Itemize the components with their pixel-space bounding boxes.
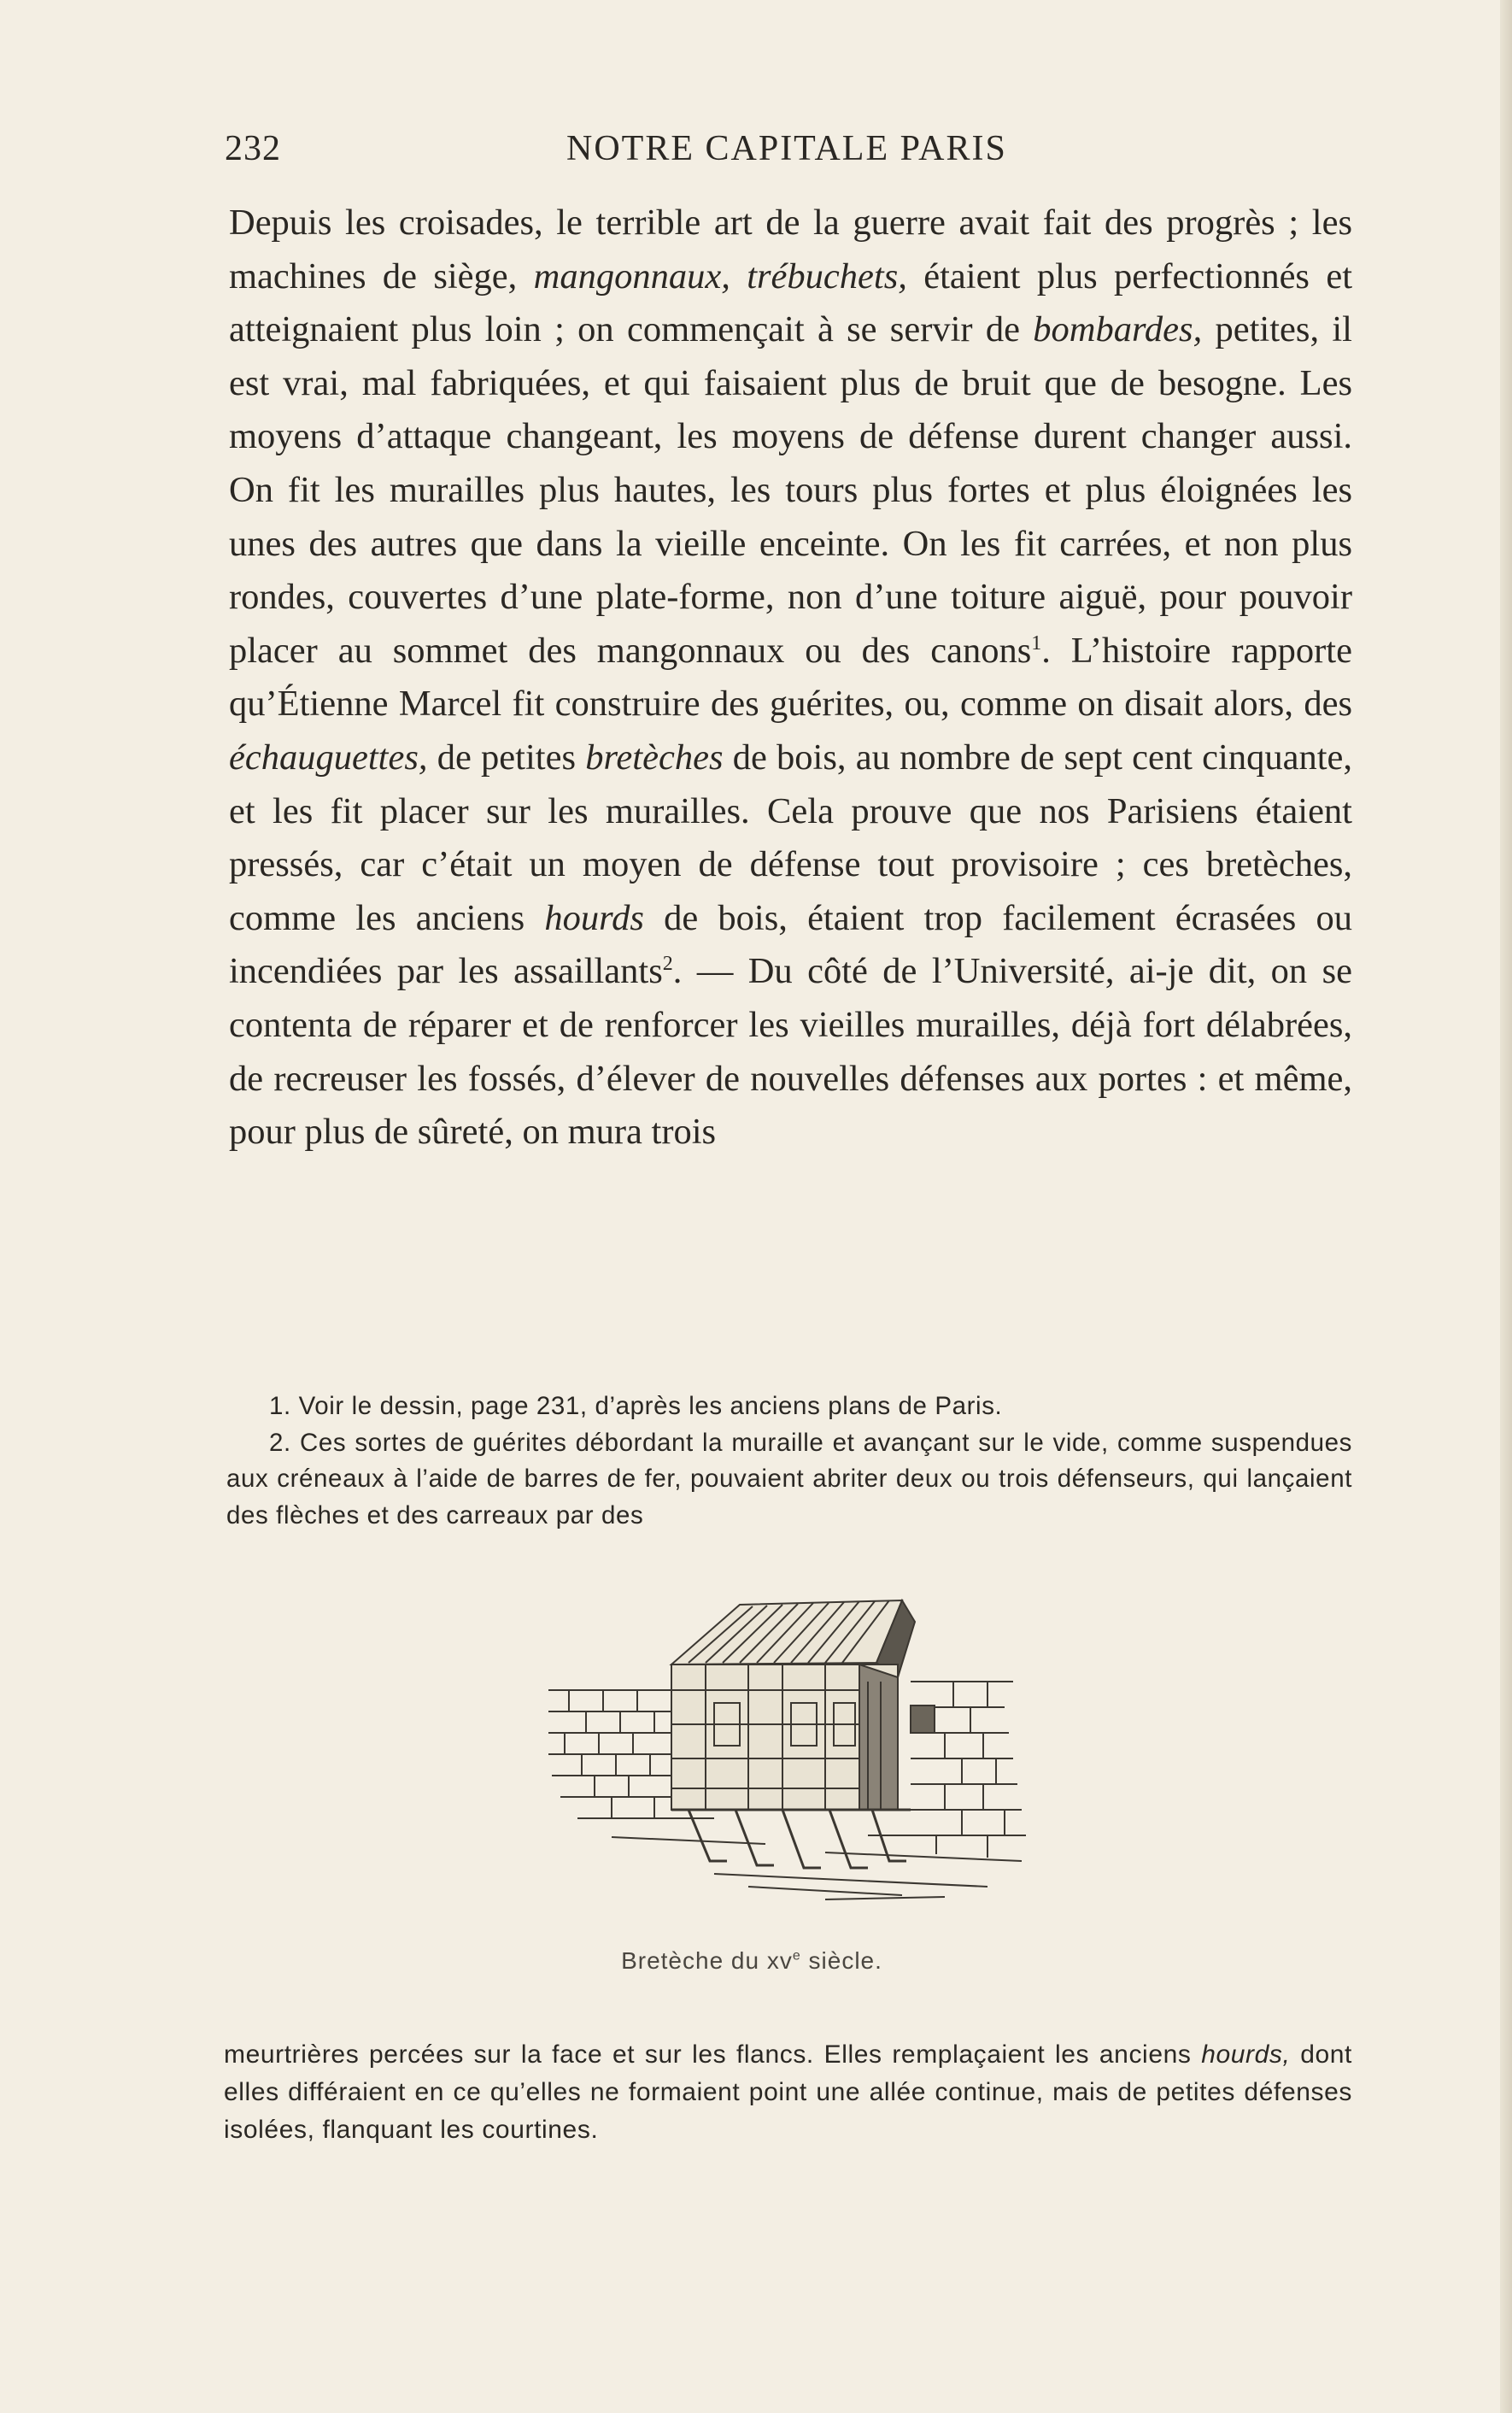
text-run: étaient plus perfectionnés et atteignaient plus loin ; on commençait à se servir de: [229, 255, 1353, 350]
italic-term: mangonnaux, trébuchets,: [533, 255, 907, 296]
wall-base: [714, 1874, 987, 1899]
caption-text: Bretèche du xv: [621, 1947, 793, 1974]
text-run: dont elles différaient en ce qu’elles ne formaient point une allée continue, mais de petites défenses isolées, flanquant les courtines.: [224, 2040, 1352, 2144]
bretache-engraving: [543, 1596, 1035, 1921]
footnote-2: 2. Ces sortes de guérites débordant la muraille et avançant sur le vide, comme suspendues aux créneaux à l’aide de barres de fer, pouvaient abriter deux ou trois défenseurs, qui lançaient des flèches et des carreaux par des: [226, 1428, 1352, 1529]
text-run: de bois, au nombre de sept cent cinquante, et les fit placer sur les murailles. Cela prouve que nos Parisiens étaient pressés, car c’était un moyen de défense tout provisoire ; ces bretèches, comme les anciens: [229, 737, 1352, 938]
text-run: petites, il est vrai, mal fabriquées, et qui faisaient plus de bruit que de besogne. Les moyens d’attaque changeant, les moyens de défense durent changer aussi. On fit les murailles plus hautes, les tours plus fortes et plus éloignées les unes des autres que dans la vieille enceinte. On les fit carrées, et non plus rondes, couvertes d’une plate-forme, non d’une toiture aiguë, pour pouvoir placer au sommet des mangonnaux ou des canons: [229, 309, 1352, 671]
running-title: NOTRE CAPITALE PARIS: [566, 129, 1007, 168]
bretache-illustration: [543, 1596, 1035, 1921]
italic-term: hourds: [544, 897, 644, 938]
footnote-1: 1. Voir le dessin, page 231, d’après les anciens plans de Paris.: [269, 1392, 1003, 1420]
bretache-body: [671, 1664, 935, 1810]
italic-term: hourds,: [1201, 2040, 1291, 2069]
continuation-paragraph: [224, 2036, 1352, 2149]
footnote-continuation: [224, 2036, 1352, 2149]
main-text: [229, 197, 1352, 1160]
italic-term: échauguettes,: [229, 737, 428, 778]
page-number: 232: [225, 129, 281, 168]
caption-superscript: e: [792, 1948, 801, 1964]
figure-caption: [513, 1947, 991, 1975]
caption-text: siècle.: [800, 1947, 882, 1974]
text-run: de petites: [427, 737, 586, 778]
text-run: . L’histoire rapporte qu’Étienne Marcel fit construire des guérites, ou, comme on disait alors, des: [229, 630, 1352, 725]
text-run: . — Du côté de l’Université, ai-je dit, on se contenta de réparer et de renforcer les vieilles murailles, déjà fort délabrées, de recreuser les fossés, d’élever de nouvelles défenses aux portes : et même, pour plus de sûreté, on mura trois: [229, 951, 1352, 1153]
text-run: meurtrières percées sur la face et sur les flancs. Elles remplaçaient les anciens: [224, 2040, 1202, 2069]
text-run: de bois, étaient trop facilement écrasées ou incendiées par les assaillants: [229, 897, 1352, 992]
footnote-ref-2: 2: [662, 953, 673, 976]
italic-term: bretèches: [585, 737, 724, 778]
page-edge: [1500, 0, 1512, 2413]
footnotes: [226, 1389, 1352, 1534]
footnote-ref-1: 1: [1031, 631, 1042, 655]
italic-term: bombardes,: [1033, 309, 1203, 350]
main-paragraph: [229, 197, 1352, 1160]
text-run: Depuis les croisades, le terrible art de la guerre avait fait des progrès ; les machines de siège,: [229, 203, 1352, 296]
